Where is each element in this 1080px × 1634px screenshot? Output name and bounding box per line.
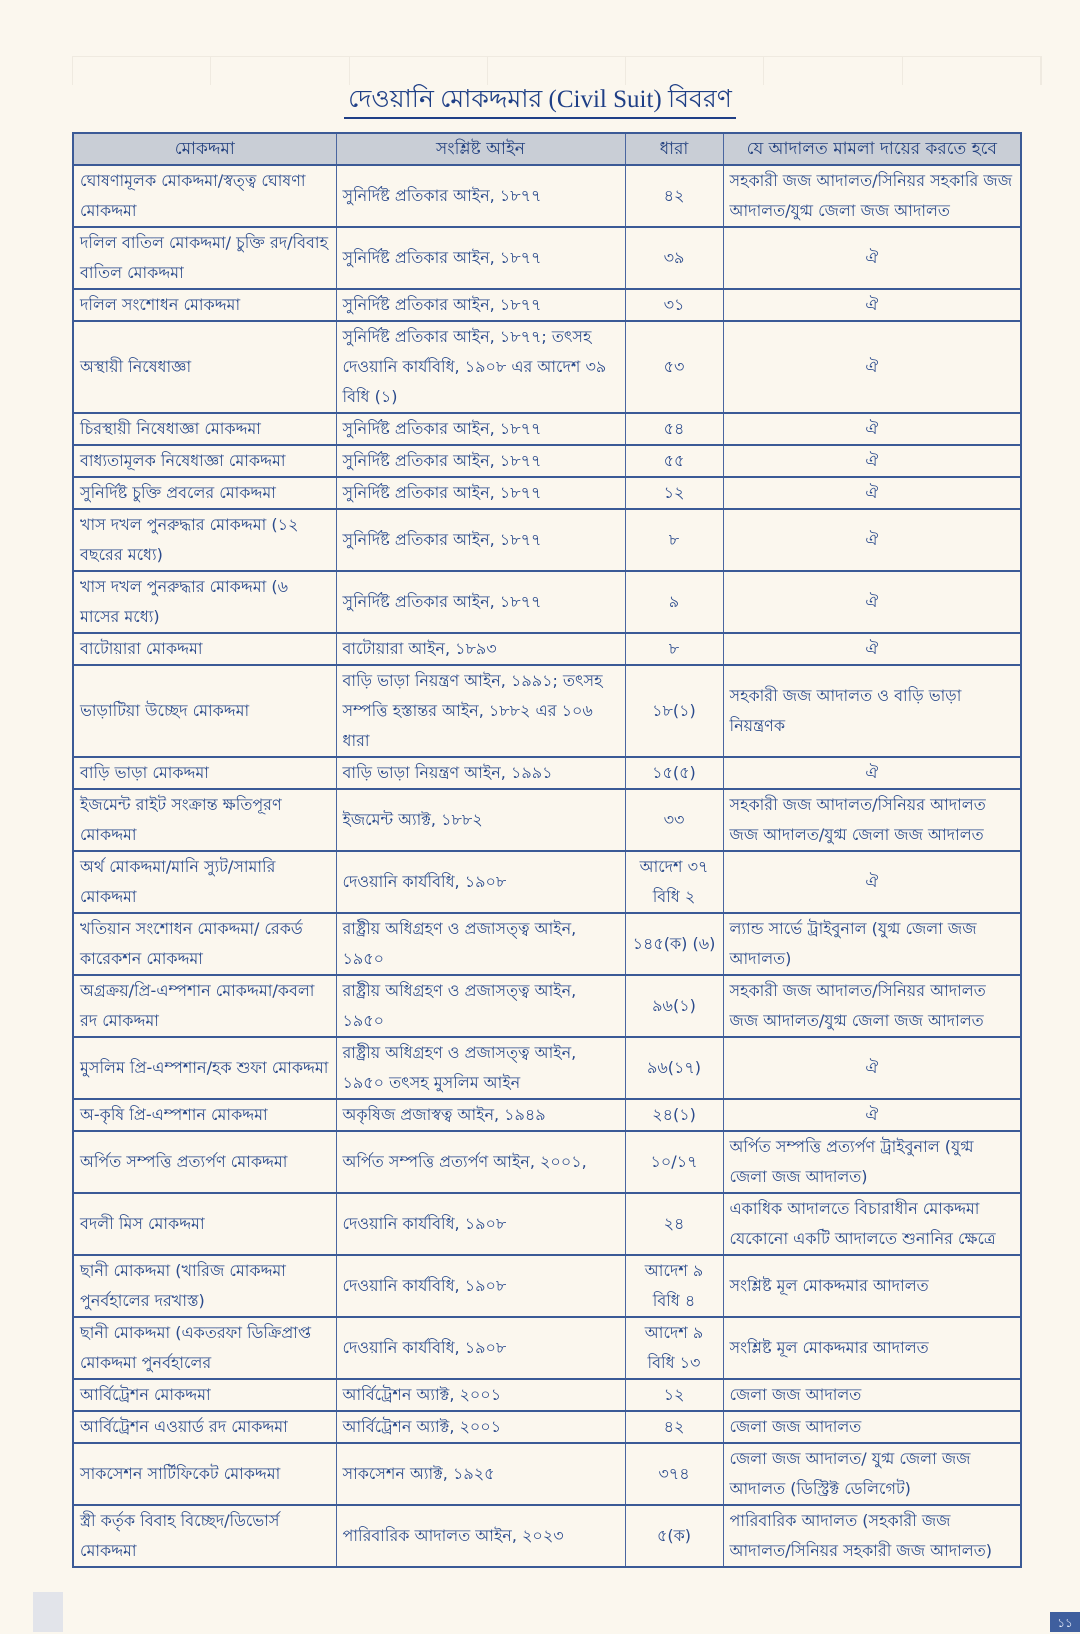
cell-court: ঐ <box>723 571 1021 633</box>
cell-suit: বাটোয়ারা মোকদ্দমা <box>73 633 336 665</box>
table-row <box>73 477 1021 509</box>
table-row <box>73 913 1021 975</box>
cell-section: ৫(ক) <box>625 1505 723 1567</box>
header-suit: মোকদ্দমা <box>73 133 336 165</box>
cell-law: বাটোয়ারা আইন, ১৮৯৩ <box>336 633 625 665</box>
cell-court: একাধিক আদালতে বিচারাধীন মোকদ্দমা যেকোনো একটি আদালতে শুনানির ক্ষেত্রে <box>723 1193 1021 1255</box>
cell-law: সুনির্দিষ্ট প্রতিকার আইন, ১৮৭৭ <box>336 445 625 477</box>
cell-law: রাষ্ট্রীয় অধিগ্রহণ ও প্রজাসত্ত্ব আইন, ১৯৫০ তৎসহ মুসলিম আইন <box>336 1037 625 1099</box>
cell-section: ৯৬(১৭) <box>625 1037 723 1099</box>
cell-law: সুনির্দিষ্ট প্রতিকার আইন, ১৮৭৭ <box>336 227 625 289</box>
cell-court: ঐ <box>723 1099 1021 1131</box>
cell-section: ৮ <box>625 633 723 665</box>
left-page-tab <box>33 1592 63 1632</box>
cell-law: বাড়ি ভাড়া নিয়ন্ত্রণ আইন, ১৯৯১ <box>336 757 625 789</box>
table-row <box>73 851 1021 913</box>
table-row <box>73 665 1021 757</box>
cell-suit: বাড়ি ভাড়া মোকদ্দমা <box>73 757 336 789</box>
table-row <box>73 321 1021 413</box>
table-row <box>73 227 1021 289</box>
cell-law: অর্পিত সম্পত্তি প্রত্যর্পণ আইন, ২০০১, <box>336 1131 625 1193</box>
cell-suit: আর্বিট্রেশন মোকদ্দমা <box>73 1379 336 1411</box>
header-section: ধারা <box>625 133 723 165</box>
cell-section: আদেশ ৩৭ বিধি ২ <box>625 851 723 913</box>
table-row <box>73 1193 1021 1255</box>
table-row <box>73 445 1021 477</box>
cell-suit: ছানী মোকদ্দমা (খারিজ মোকদ্দমা পুনর্বহালের দরখাস্ত) <box>73 1255 336 1317</box>
table-row <box>73 165 1021 227</box>
cell-suit: ইজমেন্ট রাইট সংক্রান্ত ক্ষতিপূরণ মোকদ্দমা <box>73 789 336 851</box>
cell-section: ৯ <box>625 571 723 633</box>
table-row <box>73 289 1021 321</box>
faded-background-table <box>72 56 1042 85</box>
table-row <box>73 1379 1021 1411</box>
cell-section: আদেশ ৯ বিধি ১৩ <box>625 1317 723 1379</box>
cell-court: জেলা জজ আদালত <box>723 1379 1021 1411</box>
cell-suit: খাস দখল পুনরুদ্ধার মোকদ্দমা (১২ বছরের মধ্যে) <box>73 509 336 571</box>
cell-section: ৪২ <box>625 165 723 227</box>
table-row <box>73 571 1021 633</box>
cell-law: সুনির্দিষ্ট প্রতিকার আইন, ১৮৭৭ <box>336 571 625 633</box>
cell-law: সুনির্দিষ্ট প্রতিকার আইন, ১৮৭৭ <box>336 413 625 445</box>
cell-law: সুনির্দিষ্ট প্রতিকার আইন, ১৮৭৭ <box>336 165 625 227</box>
cell-section: আদেশ ৯ বিধি ৪ <box>625 1255 723 1317</box>
cell-section: ১২ <box>625 1379 723 1411</box>
cell-law: বাড়ি ভাড়া নিয়ন্ত্রণ আইন, ১৯৯১; তৎসহ সম্পত্তি হস্তান্তর আইন, ১৮৮২ এর ১০৬ ধারা <box>336 665 625 757</box>
cell-section: ৩৩ <box>625 789 723 851</box>
cell-suit: অগ্রক্রয়/প্রি-এম্পশান মোকদ্দমা/কবলা রদ মোকদ্দমা <box>73 975 336 1037</box>
cell-suit: দলিল বাতিল মোকদ্দমা/ চুক্তি রদ/বিবাহ বাতিল মোকদ্দমা <box>73 227 336 289</box>
cell-section: ৮ <box>625 509 723 571</box>
cell-court: জেলা জজ আদালত <box>723 1411 1021 1443</box>
cell-law: সুনির্দিষ্ট প্রতিকার আইন, ১৮৭৭; তৎসহ দেওয়ানি কার্যবিধি, ১৯০৮ এর আদেশ ৩৯ বিধি (১) <box>336 321 625 413</box>
cell-suit: চিরস্থায়ী নিষেধাজ্ঞা মোকদ্দমা <box>73 413 336 445</box>
cell-court: সহকারী জজ আদালত/সিনিয়র আদালত জজ আদালত/যুগ্ম জেলা জজ আদালত <box>723 975 1021 1037</box>
cell-law: সুনির্দিষ্ট প্রতিকার আইন, ১৮৭৭ <box>336 509 625 571</box>
cell-court: সহকারী জজ আদালত/সিনিয়র সহকারি জজ আদালত/যুগ্ম জেলা জজ আদালত <box>723 165 1021 227</box>
cell-court: জেলা জজ আদালত/ যুগ্ম জেলা জজ আদালত (ডিস্ট্রিক্ট ডেলিগেট) <box>723 1443 1021 1505</box>
cell-law: রাষ্ট্রীয় অধিগ্রহণ ও প্রজাসত্ত্ব আইন, ১৯৫০ <box>336 913 625 975</box>
table-header-row <box>73 133 1021 165</box>
cell-suit: অর্পিত সম্পত্তি প্রত্যর্পণ মোকদ্দমা <box>73 1131 336 1193</box>
cell-court: ঐ <box>723 289 1021 321</box>
cell-suit: সাকসেশন সার্টিফিকেট মোকদ্দমা <box>73 1443 336 1505</box>
page-title: দেওয়ানি মোকদ্দমার (Civil Suit) বিবরণ <box>344 84 736 119</box>
table-row <box>73 1505 1021 1567</box>
cell-court: ঐ <box>723 1037 1021 1099</box>
cell-law: ইজমেন্ট অ্যাক্ট, ১৮৮২ <box>336 789 625 851</box>
cell-suit: খাস দখল পুনরুদ্ধার মোকদ্দমা (৬ মাসের মধ্যে) <box>73 571 336 633</box>
cell-section: ৫৩ <box>625 321 723 413</box>
page-number: ১১ <box>1050 1612 1080 1632</box>
cell-law: পারিবারিক আদালত আইন, ২০২৩ <box>336 1505 625 1567</box>
cell-section: ২৪ <box>625 1193 723 1255</box>
table-row <box>73 1037 1021 1099</box>
cell-section: ১৪৫(ক) (৬) <box>625 913 723 975</box>
cell-court: ঐ <box>723 227 1021 289</box>
cell-court: সংশ্লিষ্ট মূল মোকদ্দমার আদালত <box>723 1317 1021 1379</box>
cell-suit: খতিয়ান সংশোধন মোকদ্দমা/ রেকর্ড কারেকশন মোকদ্দমা <box>73 913 336 975</box>
cell-suit: অ-কৃষি প্রি-এম্পশান মোকদ্দমা <box>73 1099 336 1131</box>
cell-section: ৯৬(১) <box>625 975 723 1037</box>
cell-section: ১৫(৫) <box>625 757 723 789</box>
table-row <box>73 509 1021 571</box>
cell-law: রাষ্ট্রীয় অধিগ্রহণ ও প্রজাসত্ত্ব আইন, ১৯৫০ <box>336 975 625 1037</box>
cell-suit: ছানী মোকদ্দমা (একতরফা ডিক্রিপ্রাপ্ত মোকদ্দমা পুনর্বহালের <box>73 1317 336 1379</box>
table-row <box>73 1099 1021 1131</box>
table-body <box>73 165 1021 1567</box>
cell-court: ঐ <box>723 477 1021 509</box>
table-row <box>73 1411 1021 1443</box>
cell-section: ৩৯ <box>625 227 723 289</box>
cell-section: ১৮(১) <box>625 665 723 757</box>
cell-suit: দলিল সংশোধন মোকদ্দমা <box>73 289 336 321</box>
cell-suit: বাধ্যতামূলক নিষেধাজ্ঞা মোকদ্দমা <box>73 445 336 477</box>
cell-law: আর্বিট্রেশন অ্যাক্ট, ২০০১ <box>336 1379 625 1411</box>
table-row <box>73 1317 1021 1379</box>
cell-law: দেওয়ানি কার্যবিধি, ১৯০৮ <box>336 1255 625 1317</box>
cell-section: ৫৪ <box>625 413 723 445</box>
cell-law: আর্বিট্রেশন অ্যাক্ট, ২০০১ <box>336 1411 625 1443</box>
cell-section: ৪২ <box>625 1411 723 1443</box>
cell-court: ঐ <box>723 851 1021 913</box>
cell-suit: মুসলিম প্রি-এম্পশান/হক শুফা মোকদ্দমা <box>73 1037 336 1099</box>
cell-court: সহকারী জজ আদালত/সিনিয়র আদালত জজ আদালত/যুগ্ম জেলা জজ আদালত <box>723 789 1021 851</box>
cell-court: সংশ্লিষ্ট মূল মোকদ্দমার আদালত <box>723 1255 1021 1317</box>
table-row <box>73 975 1021 1037</box>
civil-suit-table <box>72 132 1022 1568</box>
cell-suit: অর্থ মোকদ্দমা/মানি স্যুট/সামারি মোকদ্দমা <box>73 851 336 913</box>
cell-court: সহকারী জজ আদালত ও বাড়ি ভাড়া নিয়ন্ত্রণক <box>723 665 1021 757</box>
cell-suit: স্ত্রী কর্তৃক বিবাহ বিচ্ছেদ/ডিভোর্স মোকদ্দমা <box>73 1505 336 1567</box>
cell-suit: বদলী মিস মোকদ্দমা <box>73 1193 336 1255</box>
header-court: যে আদালত মামলা দায়ের করতে হবে <box>723 133 1021 165</box>
table-row <box>73 1255 1021 1317</box>
cell-court: ঐ <box>723 509 1021 571</box>
cell-court: অর্পিত সম্পত্তি প্রত্যর্পণ ট্রাইবুনাল (যুগ্ম জেলা জজ আদালত) <box>723 1131 1021 1193</box>
cell-suit: অস্থায়ী নিষেধাজ্ঞা <box>73 321 336 413</box>
table-row <box>73 1131 1021 1193</box>
cell-court: পারিবারিক আদালত (সহকারী জজ আদালত/সিনিয়র সহকারী জজ আদালত) <box>723 1505 1021 1567</box>
cell-section: ১২ <box>625 477 723 509</box>
cell-section: ২৪(১) <box>625 1099 723 1131</box>
cell-law: দেওয়ানি কার্যবিধি, ১৯০৮ <box>336 1317 625 1379</box>
cell-suit: আর্বিট্রেশন এওয়ার্ড রদ মোকদ্দমা <box>73 1411 336 1443</box>
table-row <box>73 413 1021 445</box>
cell-suit: ঘোষণামূলক মোকদ্দমা/স্বত্ত্ব ঘোষণা মোকদ্দমা <box>73 165 336 227</box>
cell-suit: সুনির্দিষ্ট চুক্তি প্রবলের মোকদ্দমা <box>73 477 336 509</box>
cell-court: ঐ <box>723 413 1021 445</box>
cell-law: সুনির্দিষ্ট প্রতিকার আইন, ১৮৭৭ <box>336 289 625 321</box>
cell-law: দেওয়ানি কার্যবিধি, ১৯০৮ <box>336 1193 625 1255</box>
cell-section: ৩৭৪ <box>625 1443 723 1505</box>
cell-court: ঐ <box>723 633 1021 665</box>
cell-section: ৩১ <box>625 289 723 321</box>
table-row <box>73 757 1021 789</box>
cell-court: ঐ <box>723 757 1021 789</box>
header-law: সংশ্লিষ্ট আইন <box>336 133 625 165</box>
table-row <box>73 1443 1021 1505</box>
cell-suit: ভাড়াটিয়া উচ্ছেদ মোকদ্দমা <box>73 665 336 757</box>
cell-section: ৫৫ <box>625 445 723 477</box>
cell-section: ১০/১৭ <box>625 1131 723 1193</box>
cell-court: ল্যান্ড সার্ভে ট্রাইবুনাল (যুগ্ম জেলা জজ আদালত) <box>723 913 1021 975</box>
cell-court: ঐ <box>723 445 1021 477</box>
table-row <box>73 789 1021 851</box>
cell-law: অকৃষিজ প্রজাস্বত্ব আইন, ১৯৪৯ <box>336 1099 625 1131</box>
cell-court: ঐ <box>723 321 1021 413</box>
cell-law: সুনির্দিষ্ট প্রতিকার আইন, ১৮৭৭ <box>336 477 625 509</box>
cell-law: সাকসেশন অ্যাক্ট, ১৯২৫ <box>336 1443 625 1505</box>
table-row <box>73 633 1021 665</box>
title-container <box>0 84 1080 119</box>
cell-law: দেওয়ানি কার্যবিধি, ১৯০৮ <box>336 851 625 913</box>
